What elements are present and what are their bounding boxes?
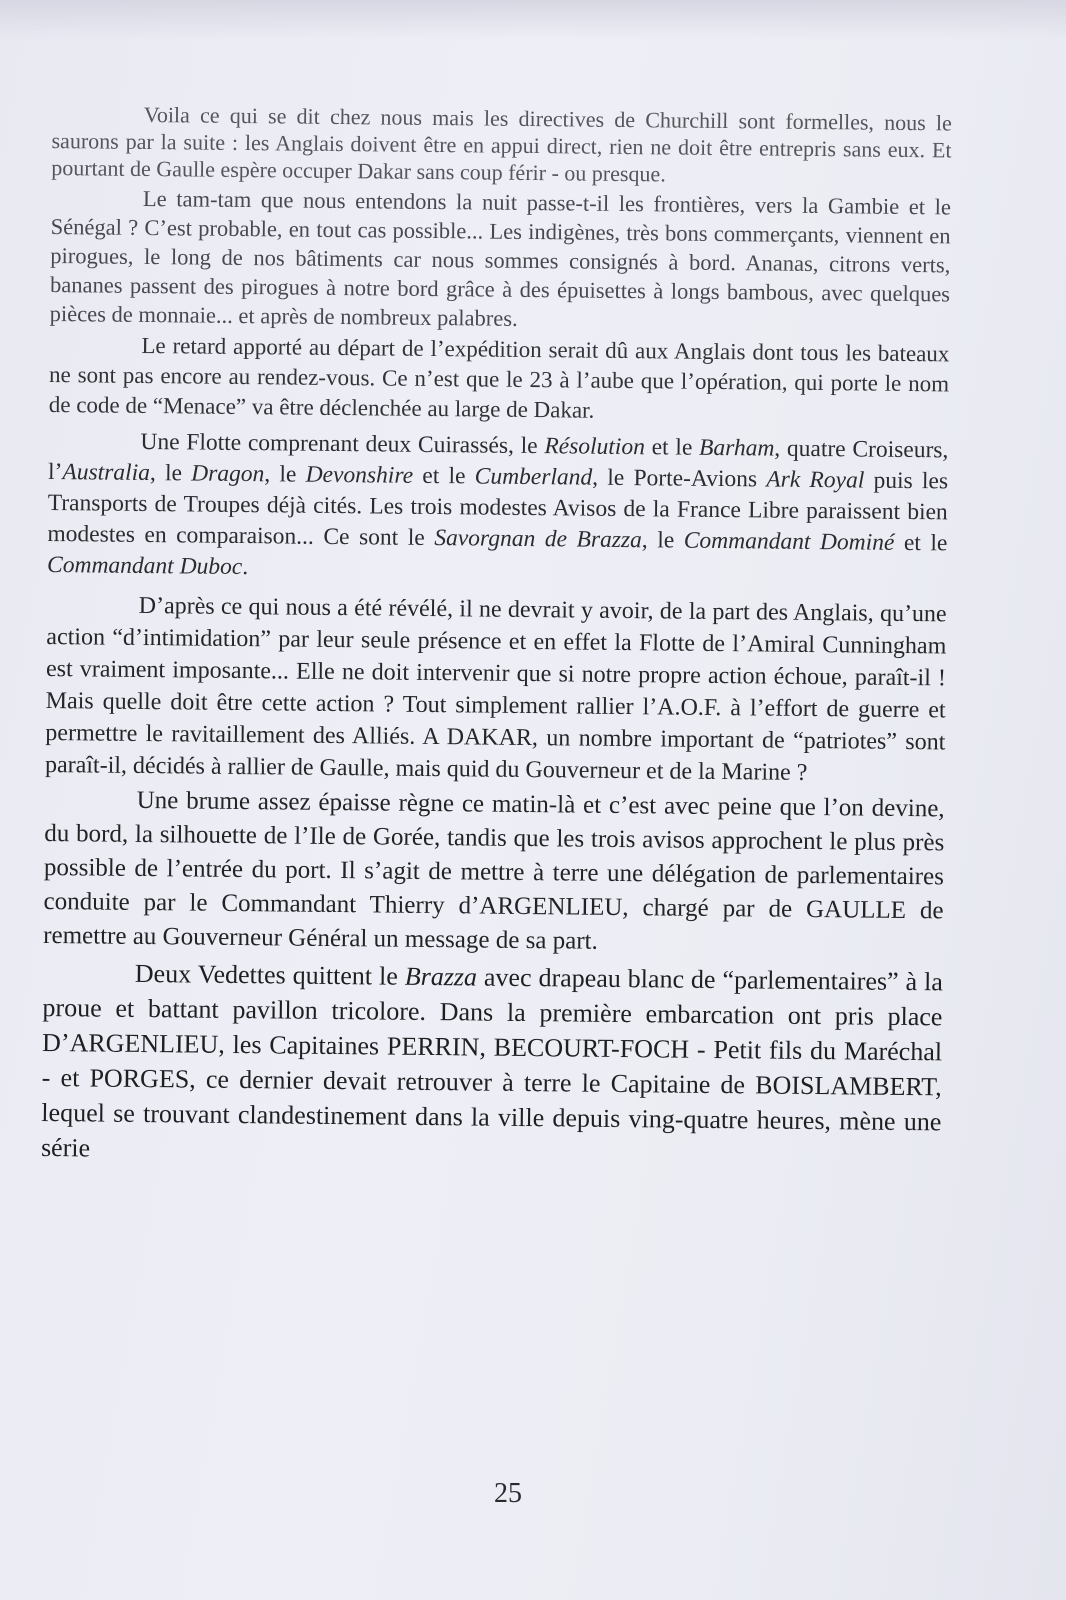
text-run: et le	[412, 462, 475, 490]
text-run: , le	[641, 527, 684, 554]
text-run: Une brume assez épaisse règne ce matin-là et c’est avec peine que l’on devine, du bord, la silhouette de l’Ile de Gorée, tandis que les trois avisos approchent le plus près possible de l’entrée du port. Il s’agit de mettre à terre une délégation de parlementaires conduite par le Commandant Thierry d’ARGENLIEU, chargé par de GAULLE de remettre au Gouverneur Général un message de sa part.	[43, 786, 945, 955]
text-run: , quatre Croiseurs, l’	[47, 435, 949, 486]
text-run: Voila ce qui se dit chez nous mais les directives de Churchill sont formelles, nous le saurons par la suite : les Anglais doivent être en appui direct, rien ne doit être entrepris sans eux. Et pourtant de Gaulle espère occuper Dakar sans coup férir - ou presque.	[51, 101, 952, 187]
page-shadow-edge	[0, 0, 1066, 40]
text-run: , le Porte-Avions	[592, 464, 767, 493]
text-run: avec drapeau blanc de “parlementaires” à la proue et battant pavillon tricolore. Dans la première embarcation ont pris place D’ARGENLIEU, les Capitaines PERRIN, BECOURT-FOCH - Petit fils du Maréchal - et PORGES, ce dernier devait retrouver à terre le Capitaine de BOISLAMBERT, lequel se trouvant clandestinement dans la ville depuis ving-quatre heures, mène une série	[40, 962, 943, 1163]
text-run: puis les Transports de Troupes déjà cités. Les trois modestes Avisos de la France Libre paraissent bien modestes en comparaison... Ce sont le	[47, 467, 949, 552]
page-number: 25	[494, 1478, 522, 1509]
paragraph-4	[47, 426, 949, 590]
italic-run: Brazza	[404, 961, 478, 992]
text-run: et le	[894, 529, 948, 557]
body-text	[41, 100, 952, 1174]
italic-run: Barham	[698, 434, 775, 462]
paragraph-3	[49, 330, 950, 429]
italic-run: Résolution	[544, 433, 646, 461]
text-run: , le	[149, 460, 192, 487]
italic-run: Australia	[62, 459, 151, 487]
paragraph-6	[43, 783, 945, 962]
italic-run: Commandant Dominé	[683, 527, 895, 556]
italic-run: Commandant Duboc	[46, 551, 243, 581]
text-run: .	[242, 554, 249, 581]
text-run: Une Flotte comprenant deux Cuirassés, le	[140, 428, 545, 460]
text-run: et le	[644, 434, 700, 461]
italic-run: Ark Royal	[766, 466, 865, 494]
italic-run: Savorgnan de Brazza	[434, 525, 642, 554]
italic-run: Dragon	[191, 460, 265, 488]
paragraph-2	[50, 183, 951, 337]
paragraph-7	[41, 955, 943, 1174]
text-run: Deux Vedettes quittent le	[134, 958, 405, 991]
text-run: D’après ce qui nous a été révélé, il ne devrait y avoir, de la part des Anglais, qu’une action “d’intimidation” par leur seule présence et en effet la Flotte de l’Amiral Cunningham est vraiment imposante... Elle ne doit intervenir que si notre propre action échoue, paraît-il ! Mais quelle doit être cette action ? Tout simplement rallier l’A.O.F. à l’effort de guerre et permettre le ravitaillement des Alliés. A DAKAR, un nombre important de “patriotes” sont paraît-il, décidés à rallier de Gaulle, mais quid du Gouverneur et de la Marine ?	[44, 592, 947, 786]
paragraph-5	[45, 589, 947, 790]
text-run: Le retard apporté au départ de l’expédition serait dû aux Anglais dont tous les bateaux ne sont pas encore au rendez-vous. Ce n’est que le 23 à l’aube que l’opération, qui porte le nom de code de “Menace” va être déclenchée au large de Dakar.	[48, 332, 950, 423]
paragraph-1	[51, 100, 952, 190]
italic-run: Devonshire	[305, 461, 414, 489]
text-run: , le	[264, 461, 306, 488]
italic-run: Cumberland	[474, 463, 593, 491]
text-run: Le tam-tam que nous entendons la nuit passe-t-il les frontières, vers la Gambie et le Sénégal ? C’est probable, en tout cas possible... Les indigènes, très bons commerçants, viennent en pirogues, le long de nos bâtiments car nous sommes consignés à bord. Ananas, citrons verts, bananes passent des pirogues à notre bord grâce à des épuisettes à longs bambous, avec quelques pièces de monnaie... et après de nombreux palabres.	[49, 185, 952, 331]
